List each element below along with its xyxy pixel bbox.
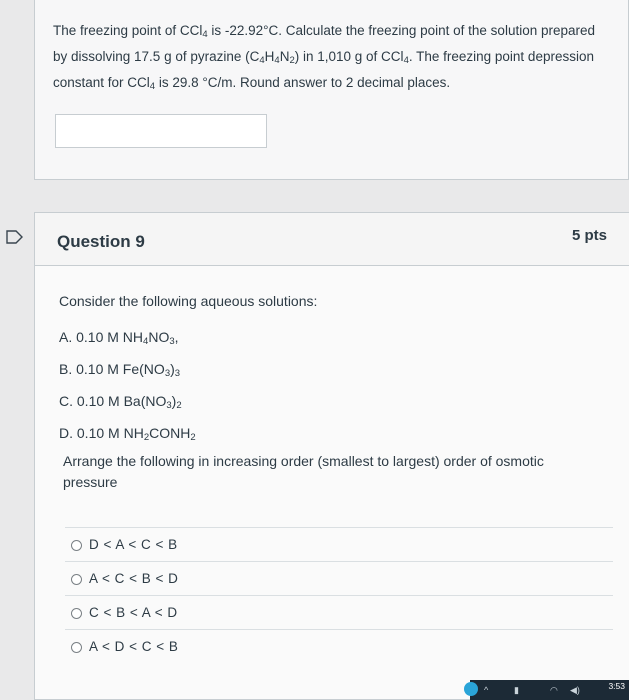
previous-question-text: The freezing point of CCl$_4$ is -22.92°C. Calculate the freezing point of the solution prepared by dissolving 17.5 g of pyrazine $(C_4H_4N_2)$ in 1,010 g of CCl$_4$. The freezing point depression constant for CCl$_4$ is 29.8 °C/m. Round answer to 2 decimal places.: [53, 23, 596, 92]
system-taskbar: [470, 680, 629, 700]
question-intro: Consider the following aqueous solutions:: [59, 293, 318, 309]
radio-button[interactable]: [71, 608, 82, 619]
radio-button[interactable]: [71, 642, 82, 653]
answer-option[interactable]: [65, 629, 613, 664]
freezing-point-answer-input[interactable]: [55, 114, 267, 148]
question-points: 5 pts: [571, 227, 607, 244]
question-9-card: [34, 212, 629, 700]
volume-icon[interactable]: ◀): [570, 685, 580, 695]
question-title: Question 9: [57, 232, 145, 251]
clock-time[interactable]: 3:53: [608, 681, 625, 691]
wifi-icon[interactable]: ◠: [550, 685, 558, 695]
answer-label: D < A < C < B: [89, 537, 178, 552]
bookmark-flag-icon[interactable]: [6, 230, 24, 249]
solution-c: C. 0.10 M $Ba(NO_3)_2$: [59, 393, 182, 411]
solution-a: A. 0.10 M $NH_4NO_3$,: [59, 329, 179, 347]
chevron-up-icon[interactable]: ^: [484, 685, 489, 695]
previous-question-card: [34, 0, 629, 180]
answer-label: A < D < C < B: [89, 639, 179, 654]
solution-b: B. 0.10 M $Fe(NO_3)_3$: [59, 361, 181, 379]
solution-d: D. 0.10 M $NH_2CONH_2$: [59, 425, 196, 443]
answer-option[interactable]: [65, 527, 613, 562]
radio-button[interactable]: [71, 540, 82, 551]
question-prompt: Arrange the following in increasing order (smallest to largest) order of osmotic pressure: [63, 453, 544, 490]
answer-label: A < C < B < D: [89, 571, 179, 586]
battery-icon[interactable]: ▮: [514, 685, 519, 695]
answer-label: C < B < A < D: [89, 605, 178, 620]
question-header: [35, 213, 629, 266]
answer-option[interactable]: [65, 595, 613, 630]
radio-button[interactable]: [71, 574, 82, 585]
answer-option[interactable]: [65, 561, 613, 596]
app-circle-icon[interactable]: [464, 682, 478, 696]
